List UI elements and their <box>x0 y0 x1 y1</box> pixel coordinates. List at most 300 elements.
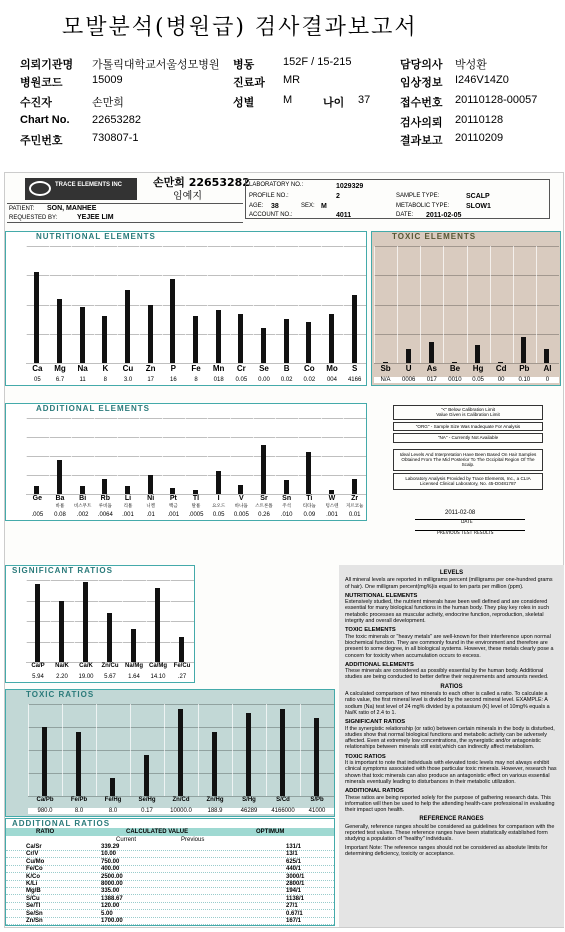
legend-3: "ORG" - Sample Size Was Inadequate For Analysis <box>393 422 543 431</box>
report-title: 모발분석(병원급) 검사결과보고서 <box>62 15 418 40</box>
account-no: 4011 <box>336 212 352 219</box>
column-divider <box>230 418 231 494</box>
bar-b <box>284 319 289 363</box>
bar-s-cd <box>280 709 285 796</box>
column-divider <box>230 246 231 363</box>
bar-zn-hg <box>212 732 217 796</box>
ratio-cell: 335.00 <box>101 888 120 895</box>
header-value: 20110209 <box>455 132 504 144</box>
legend-4: "NA" - Currently Not Available <box>393 433 543 442</box>
ratio-row <box>6 888 334 895</box>
bar-tl <box>193 490 198 494</box>
axis-label: Ca/K <box>79 663 93 669</box>
sex: M <box>321 203 327 210</box>
axis-label: Li <box>124 495 132 502</box>
gridline <box>26 456 366 457</box>
bar-s-hg <box>246 713 251 796</box>
column-divider <box>146 580 147 662</box>
axis-label: Mg <box>54 364 66 373</box>
data-value: 11 <box>71 377 94 383</box>
axis-label: Na <box>77 364 88 373</box>
nutritional-heading: NUTRITIONAL ELEMENTS <box>36 232 156 241</box>
data-value: 6.7 <box>49 377 72 383</box>
korean-label: 바륨 <box>55 503 65 508</box>
axis-label: Se <box>259 364 269 373</box>
column-divider <box>300 704 301 796</box>
ratio-cell: Cu/Mo <box>26 858 45 865</box>
column-divider <box>232 704 233 796</box>
axis-label: Rb <box>100 495 110 502</box>
bar-fe-hg <box>110 778 115 796</box>
gridline <box>26 275 366 276</box>
bar-pt <box>170 488 175 494</box>
ratios-text: A calculated comparison of two minerals to each other is called a ratio. To calculate a ratio value, the first mineral level is divided by the second mineral level. EXAMPLE: A sodium (Na) test level of 24 mg% divided by a potassium (K) level of 10mg% equals a Na/K ratio of 2.4 to 1. <box>345 691 550 716</box>
toxic-panel <box>371 231 561 386</box>
axis-label: Ca <box>32 364 43 373</box>
data-value: 980.0 <box>28 808 62 814</box>
data-value: .001 <box>117 512 140 518</box>
korean-label: 지르코늄 <box>345 503 364 508</box>
metabolic-label: METABOLIC TYPE: <box>396 203 450 209</box>
patient-name: SON, MANHEE <box>47 205 97 212</box>
ratio-cell: S/Cu <box>26 895 40 902</box>
ratio-cell: 13/1 <box>286 851 298 858</box>
age: 38 <box>271 203 279 210</box>
header-value: 730807-1 <box>92 132 139 144</box>
bar-mo <box>329 314 334 363</box>
ratio-cell: 2500.00 <box>101 873 123 880</box>
korean-label: 루비듐 <box>98 503 112 508</box>
data-value: 5.67 <box>98 674 122 680</box>
col-optimum: OPTIMUM <box>256 829 285 835</box>
bar-na-k <box>59 601 64 663</box>
column-divider <box>198 704 199 796</box>
toxic-ratios-panel <box>5 689 335 817</box>
data-value: .010 <box>275 512 298 518</box>
column-divider <box>443 246 444 363</box>
axis-label: Fe <box>191 364 201 373</box>
bar-ca <box>34 272 39 363</box>
ratio-cell: Zn/Sn <box>26 918 43 924</box>
column-divider <box>49 246 50 363</box>
column-divider <box>397 246 398 363</box>
korean-label: 백금 <box>168 503 178 508</box>
ratio-row <box>6 896 334 903</box>
bar-sn <box>284 480 289 494</box>
data-value: 0.09 <box>298 512 321 518</box>
column-divider <box>467 246 468 363</box>
axis-label: Ca/P <box>31 663 45 669</box>
bar-i <box>216 471 221 494</box>
data-value: .27 <box>170 674 194 680</box>
ratio-cell: 167/1 <box>286 918 302 924</box>
bar-ca-k <box>83 582 88 662</box>
axis-label: Be <box>449 364 461 373</box>
column-divider <box>185 418 186 494</box>
column-divider <box>321 246 322 363</box>
bar-v <box>238 485 243 494</box>
bar-ca-mg <box>155 588 160 662</box>
bar-mn <box>216 310 221 363</box>
axis-label: Hg <box>472 364 484 373</box>
header-value: 37 <box>358 94 371 106</box>
column-divider <box>266 704 267 796</box>
col-current: Current <box>116 837 137 843</box>
gridline <box>26 475 366 476</box>
bar-fe-cu <box>179 637 184 662</box>
axis-label: S/Cd <box>276 797 290 803</box>
column-divider <box>513 246 514 363</box>
ratio-cell: 27/1 <box>286 903 298 910</box>
data-value: 14.10 <box>146 674 170 680</box>
column-divider <box>74 580 75 662</box>
header-label: 의뢰기관명 <box>20 59 74 71</box>
bar-li <box>125 486 130 494</box>
column-divider <box>420 246 421 363</box>
axis-label: Sb <box>380 364 391 373</box>
ratio-cell: Cr/V <box>26 851 39 858</box>
column-divider <box>207 418 208 494</box>
column-divider <box>117 246 118 363</box>
column-divider <box>185 246 186 363</box>
bar-u <box>406 349 411 363</box>
bar-fe-pb <box>76 732 81 796</box>
addr-heading: ADDITIONAL RATIOS <box>345 788 404 795</box>
bar-fe <box>193 316 198 363</box>
column-divider <box>49 418 50 494</box>
axis-label: Ca/Pb <box>36 797 54 803</box>
col-previous: Previous <box>181 837 205 843</box>
bar-bi <box>80 486 85 494</box>
ratio-cell: Se/Tl <box>26 903 41 910</box>
header-value: 가톨릭대학교서울성모병원 <box>92 59 220 71</box>
lab-logo <box>25 178 137 200</box>
header-value: 박성환 <box>455 59 487 71</box>
column-divider <box>62 704 63 796</box>
gridline <box>26 601 194 602</box>
date-label-small: DATE <box>461 520 473 525</box>
data-value: 2.20 <box>50 674 74 680</box>
data-value: 19.00 <box>74 674 98 680</box>
significant-chart <box>26 576 194 682</box>
age-label: AGE: <box>249 203 264 209</box>
header-value: 15009 <box>92 74 123 86</box>
header-label: 검사의뢰 <box>400 117 443 129</box>
column-divider <box>298 246 299 363</box>
sex-label: SEX: <box>301 203 315 209</box>
report-date: 2011-02-05 <box>426 212 462 219</box>
header-value: 20110128 <box>455 114 504 126</box>
axis-label: Na/Mg <box>125 663 143 669</box>
toxic-chart <box>374 242 559 385</box>
important-note: Important Note: The reference ranges should not be considered as absolute limits for determining deficiency, toxicity or acceptance. <box>345 844 548 857</box>
axis-label: Fe/Cu <box>173 663 191 669</box>
legend-1: "<" Below Calibration Limit <box>441 407 495 412</box>
ratio-cell: 339.29 <box>101 844 120 850</box>
gridline <box>26 437 366 438</box>
data-value: 8.0 <box>62 808 96 814</box>
axis-label: P <box>170 364 176 373</box>
data-value: 46289 <box>232 808 266 814</box>
korean-label: 티타늄 <box>302 503 316 508</box>
column-divider <box>26 418 27 494</box>
data-value: 0.00 <box>253 377 276 383</box>
data-value: N/A <box>374 377 397 383</box>
bar-ge <box>34 486 39 494</box>
korean-label: 리튬 <box>123 503 133 508</box>
logo-emblem-icon <box>29 181 51 196</box>
addr-text: These ratios are being reported solely for the purpose of gathering research data. This information will then be used to help the attending health-care professional in evaluating their impact upon health. <box>345 794 555 814</box>
bar-zr <box>352 479 357 494</box>
header-value: 20110128-00057 <box>455 94 538 106</box>
ratio-row <box>6 866 334 873</box>
report-info-grid <box>245 179 550 219</box>
korean-label: 주석 <box>282 503 291 508</box>
patient-line <box>7 203 243 223</box>
axis-label: Mo <box>326 364 338 373</box>
additional-ratios-heading: ADDITIONAL RATIOS <box>12 819 111 828</box>
axis-label: I <box>217 495 220 502</box>
data-value: .002 <box>71 512 94 518</box>
levels-text: All mineral levels are reported in milligrams percent (milligrams per one-hundred grams of hair). One milligram percent(mg%)is equal to ten parts per million (ppm). <box>345 577 553 590</box>
gridline <box>26 418 366 419</box>
bar-ni <box>148 475 153 494</box>
column-divider <box>298 418 299 494</box>
additional-ratios-panel <box>5 818 335 926</box>
bar-p <box>170 279 175 363</box>
ratio-cell: Mg/B <box>26 888 41 895</box>
ratio-cell: 5.00 <box>101 910 113 917</box>
header-label: Chart No. <box>20 114 70 126</box>
data-value: 8 <box>94 377 117 383</box>
column-divider <box>96 704 97 796</box>
column-divider <box>50 580 51 662</box>
axis-label: Al <box>543 364 552 373</box>
data-value: 0010 <box>443 377 466 383</box>
legend-date: 2011-02-08 <box>445 510 476 516</box>
data-value: 0.17 <box>130 808 164 814</box>
legend-box <box>393 405 543 513</box>
data-value: 004 <box>321 377 344 383</box>
bar-sr <box>261 445 266 494</box>
axis-label: Bi <box>79 495 87 502</box>
nutritional-chart <box>26 242 366 385</box>
lab-no: 1029329 <box>336 183 364 190</box>
patient-label: PATIENT: <box>9 206 35 212</box>
ratio-row <box>6 918 334 925</box>
data-value: 17 <box>139 377 162 383</box>
bar-ca-p <box>35 584 40 662</box>
data-value: 0.005 <box>230 512 253 518</box>
ratio-cell: 10.00 <box>101 851 117 858</box>
axis-label: As <box>426 364 437 373</box>
data-value: 0.01 <box>343 512 366 518</box>
add-heading: ADDITIONAL ELEMENTS <box>345 661 414 668</box>
gridline <box>28 704 334 705</box>
bar-be <box>452 362 457 363</box>
data-value: 00 <box>490 377 513 383</box>
data-value: 0.05 <box>207 512 230 518</box>
levels-heading: LEVELS <box>439 570 464 576</box>
ratio-cell: 0.67/1 <box>286 910 303 917</box>
data-value: 0.05 <box>467 377 490 383</box>
korean-label: 비스무트 <box>73 503 92 508</box>
ratio-cell: 8000.00 <box>101 881 123 887</box>
bar-zn-cu <box>107 613 112 662</box>
data-value: 4166 <box>343 377 366 383</box>
column-divider <box>117 418 118 494</box>
header-label: 병동 <box>233 59 255 71</box>
col-ratio: RATIO <box>36 829 55 835</box>
ratio-cell: 1388.67 <box>101 895 123 902</box>
bar-k <box>102 316 107 363</box>
ratio-cell: Ca/Sr <box>26 844 42 850</box>
nutritional-panel <box>5 231 367 386</box>
bar-na <box>80 307 85 363</box>
header-label: 진료과 <box>233 77 265 89</box>
data-value: 0006 <box>397 377 420 383</box>
axis-label: Ti <box>306 495 313 502</box>
bar-mg <box>57 299 62 363</box>
axis-label: Fe/Pb <box>70 797 88 803</box>
handwritten-name-2: 임예지 <box>173 191 202 202</box>
column-divider <box>275 418 276 494</box>
bar-ba <box>57 460 62 494</box>
sig-text: If the synergistic relationship (or ratio) between certain minerals in the body is disturbed, studies show that normal biological functions and metabolic activity can be adversely affected. Even at extremely low concentrations, the synergistic and/or antagonistic relationships between minerals still exist,which can indirectly affect metabolism. <box>345 725 555 751</box>
ratio-cell: K/Co <box>26 873 40 880</box>
axis-label: Mn <box>212 364 225 373</box>
handwritten-name: 손만희 22653282 <box>153 176 250 189</box>
axis-label: S/Pb <box>310 797 324 803</box>
header-label: 수진자 <box>20 97 52 109</box>
column-divider <box>130 704 131 796</box>
data-value: 188.9 <box>198 808 232 814</box>
axis-label: Pt <box>169 495 177 502</box>
col-calculated: CALCULATED VALUE <box>126 829 189 835</box>
bar-pb <box>521 337 526 363</box>
axis-label: Pb <box>519 364 530 373</box>
axis-label: Ge <box>32 495 42 502</box>
bar-na-mg <box>131 629 136 662</box>
header-value: 22653282 <box>92 114 141 126</box>
logo-text: TRACE ELEMENTS INC <box>55 182 123 188</box>
axis-label: Co <box>303 364 315 373</box>
lab-report-scan <box>4 172 564 928</box>
axis-label: Cr <box>236 364 246 373</box>
column-divider <box>253 418 254 494</box>
column-divider <box>490 246 491 363</box>
add-text: These minerals are considered as possibly essential by the human body. Additional studies are being conducted to better define their requirements and amounts needed. <box>345 668 549 681</box>
data-value: 16 <box>162 377 185 383</box>
data-value: 05 <box>26 377 49 383</box>
ratio-cell: 120.00 <box>101 903 120 910</box>
date-label: DATE: <box>396 212 414 218</box>
bar-se-hg <box>144 755 149 796</box>
axis-label: Zn/Hg <box>206 797 224 803</box>
ratio-row <box>6 903 334 910</box>
axis-label: Na/K <box>55 663 69 669</box>
data-value: 10000.0 <box>164 808 198 814</box>
column-divider <box>170 580 171 662</box>
header-value: I246V14Z0 <box>455 74 509 86</box>
axis-label: Fe/Hg <box>104 797 122 803</box>
bar-se <box>261 328 266 363</box>
toxic-ratios-heading: TOXIC RATIOS <box>26 690 95 699</box>
data-value: 8.0 <box>96 808 130 814</box>
toxr-text: It is important to note that individuals with elevated toxic levels may not always exhibit clinical symptoms associated with those particular toxic minerals. However, research has shown that toxic minerals can also produce an antagonistic effect on various essential minerals eventually leading to disturbances in their metabolic utilization. <box>345 760 557 785</box>
column-divider <box>28 704 29 796</box>
data-value: 0.08 <box>49 512 72 518</box>
ratio-cell: Se/Sn <box>26 910 43 917</box>
bar-s <box>352 295 357 363</box>
profile-label: PROFILE NO.: <box>249 193 289 199</box>
gridline <box>26 305 366 306</box>
bar-as <box>429 342 434 363</box>
axis-label: W <box>328 495 336 502</box>
legend-2: Value Given is Calibration Limit <box>436 412 500 418</box>
data-value: .001 <box>321 512 344 518</box>
sample-type: SCALP <box>466 193 490 200</box>
header-value: 손만희 <box>92 97 124 109</box>
axis-label: Sn <box>282 495 292 502</box>
data-value: 0.26 <box>253 512 276 518</box>
column-divider <box>162 246 163 363</box>
header-label: 임상정보 <box>400 77 443 89</box>
ratio-cell: 625/1 <box>286 858 302 865</box>
tox-text: The toxic minerals or "heavy metals" are well-known for their interference upon normal biochemical function. They are commonly found in the environment and therefore are present to some degree, in all biological systems. However, these metals clearly pose a concern for toxicity when accumulation occurs to excess. <box>345 633 554 659</box>
column-divider <box>71 418 72 494</box>
column-divider <box>94 418 95 494</box>
korean-label: 요오드 <box>212 503 226 508</box>
column-divider <box>26 246 27 363</box>
axis-label: Sr <box>260 495 268 502</box>
korean-label: 바나듐 <box>234 503 248 508</box>
data-value: 0.02 <box>275 377 298 383</box>
gridline <box>26 246 366 247</box>
column-divider <box>374 246 375 363</box>
data-value: 5.94 <box>26 674 50 680</box>
column-divider <box>139 418 140 494</box>
ratio-cell: K/Li <box>26 881 38 887</box>
axis-label: Ca/Mg <box>149 663 167 669</box>
metabolic-type: SLOW1 <box>466 203 491 210</box>
toxic-heading: TOXIC ELEMENTS <box>392 232 477 241</box>
ratio-cell: 194/1 <box>286 888 302 895</box>
header-value: M <box>283 94 293 106</box>
data-value: 0.05 <box>230 377 253 383</box>
data-value: .01 <box>139 512 162 518</box>
korean-label: 탈륨 <box>191 503 201 508</box>
ratio-cell: 750.00 <box>101 858 120 865</box>
column-divider <box>139 246 140 363</box>
column-divider <box>98 580 99 662</box>
bar-ca-pb <box>42 727 47 796</box>
data-value: 41000 <box>300 808 334 814</box>
axis-label: U <box>405 364 412 373</box>
column-divider <box>343 246 344 363</box>
column-divider <box>536 246 537 363</box>
bar-zn-cd <box>178 709 183 796</box>
axis-label: Zr <box>351 495 359 502</box>
data-value: 1.64 <box>122 674 146 680</box>
requested-label: REQUESTED BY: <box>9 215 58 221</box>
gridline <box>26 580 194 581</box>
legend-6: Laboratory Analysis Provided by Trace Elements, Inc., a CLIA Licensed Clinical Laboratory, No. 45-D0481787 <box>393 473 543 490</box>
column-divider <box>343 418 344 494</box>
bar-al <box>544 349 549 363</box>
column-divider <box>26 580 27 662</box>
toxic-ratios-chart <box>28 700 334 816</box>
